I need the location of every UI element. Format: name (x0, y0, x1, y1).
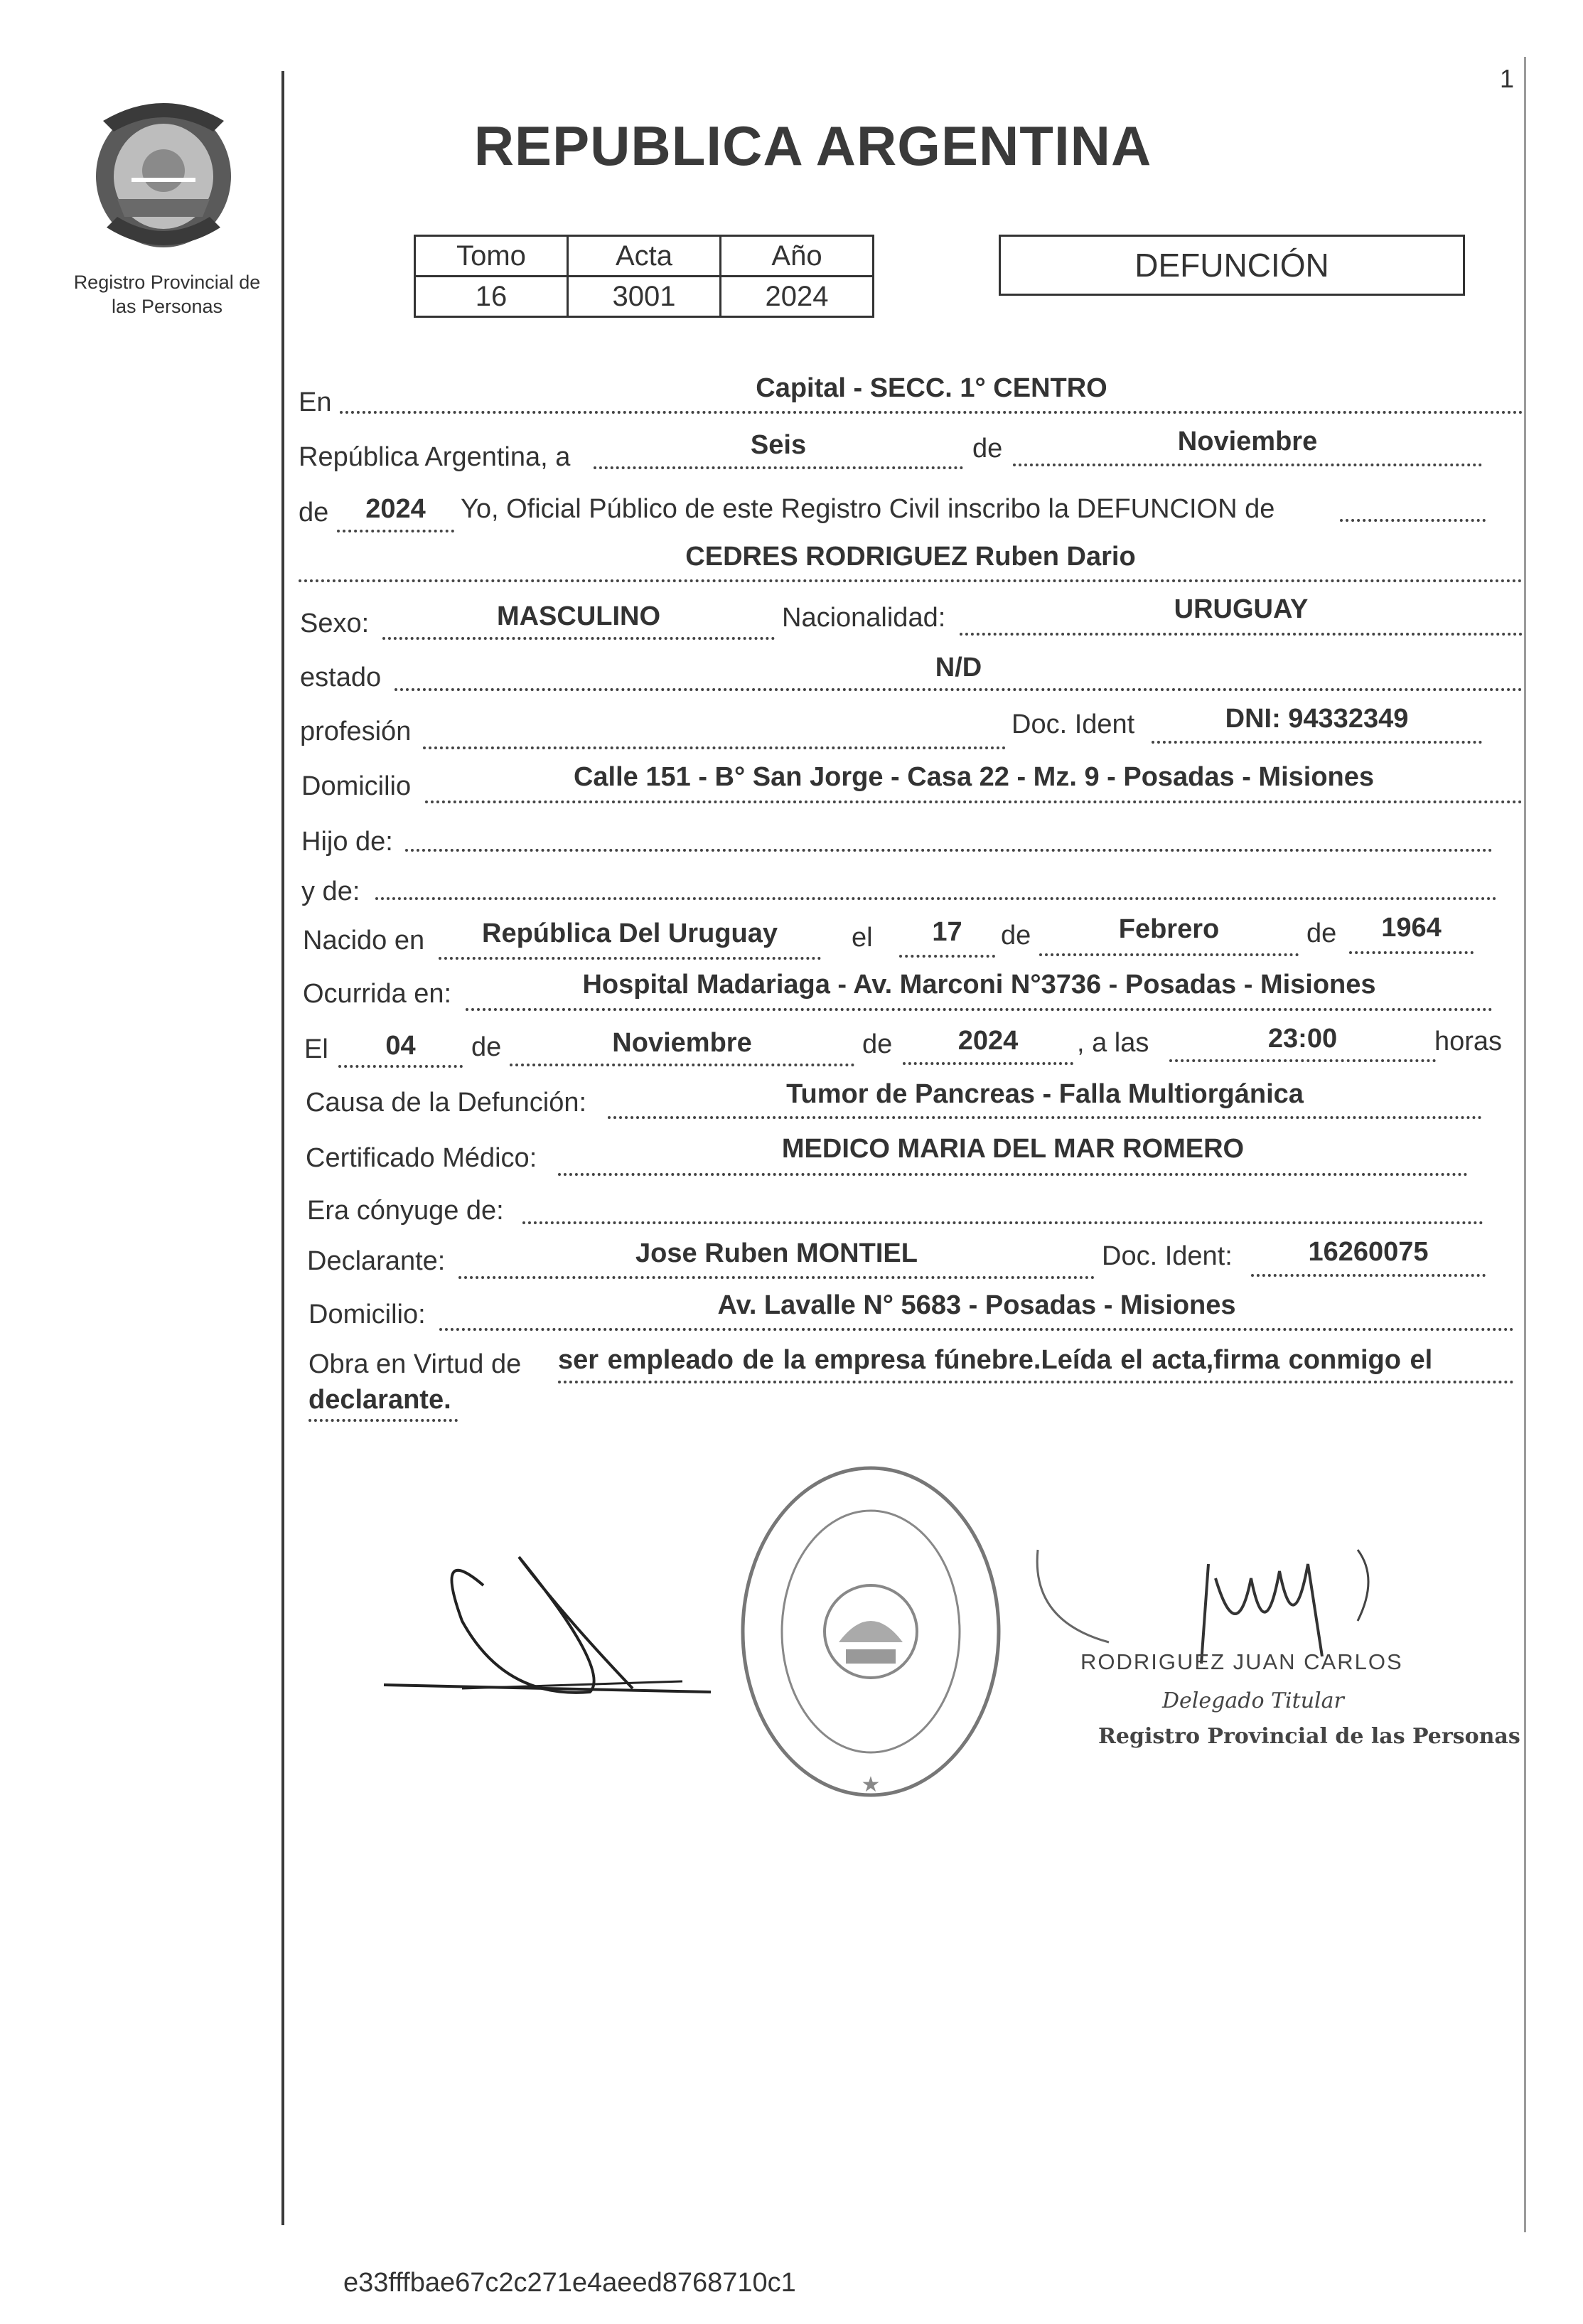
field-nombre: CEDRES RODRIGUEZ Ruben Dario (685, 542, 1136, 572)
label-nacido-en: Nacido en (303, 926, 425, 955)
field-dia: Seis (750, 430, 807, 460)
label-doc-ident-declarante: Doc. Ident: (1102, 1241, 1233, 1271)
label-domicilio: Domicilio (301, 771, 412, 801)
field-def-anio: 2024 (957, 1026, 1019, 1056)
label-de-anio: de (299, 498, 329, 528)
dotted-line (899, 955, 995, 958)
anio-value: 2024 (721, 277, 874, 317)
dotted-line (1169, 1059, 1436, 1062)
field-nac-mes: Febrero (1118, 914, 1220, 944)
field-doc: DNI: 94332349 (1225, 704, 1409, 734)
page-title: REPUBLICA ARGENTINA (473, 114, 1152, 177)
field-ocurrida-en: Hospital Madariaga - Av. Marconi N°3736 - Posadas - Misiones (582, 970, 1376, 1000)
field-declarante: Jose Ruben MONTIEL (635, 1238, 918, 1268)
table-row (415, 236, 874, 277)
tomo-header: Tomo (415, 236, 568, 277)
dotted-line (338, 1065, 463, 1068)
dotted-line (395, 688, 1523, 691)
dotted-line (594, 466, 963, 469)
label-de-def-anio: de (862, 1029, 893, 1059)
dotted-line (510, 1064, 854, 1066)
registry-line-1: Registro Provincial de (73, 272, 261, 293)
field-obra-line2: declarante. (308, 1385, 451, 1415)
dotted-line (903, 1062, 1073, 1065)
field-estado: N/D (935, 653, 982, 682)
label-nacionalidad: Nacionalidad: (782, 603, 946, 633)
dotted-line (423, 746, 1006, 749)
label-certificado: Certificado Médico: (306, 1143, 537, 1173)
registry-table (414, 235, 874, 318)
label-republica: República Argentina, a (299, 442, 571, 472)
label-el-cap: El (304, 1034, 328, 1064)
dotted-line (299, 579, 1523, 582)
dotted-line (439, 957, 821, 960)
label-profesion: profesión (300, 717, 412, 746)
dotted-line (1013, 464, 1482, 466)
dotted-line (466, 1008, 1493, 1011)
label-el: el (852, 923, 873, 953)
registry-line-2: las Personas (111, 296, 223, 317)
field-nacido-en: República Del Uruguay (482, 919, 778, 948)
dotted-line (458, 1276, 1095, 1279)
dotted-line (337, 530, 454, 532)
label-de-nac-anio: de (1306, 919, 1337, 948)
label-conyuge: Era cónyuge de: (307, 1196, 504, 1226)
dotted-line (1152, 741, 1482, 744)
label-de-nac-mes: de (1001, 921, 1031, 951)
field-anio: 2024 (365, 494, 426, 524)
field-nac-anio: 1964 (1381, 913, 1442, 943)
field-domicilio: Calle 151 - B° San Jorge - Casa 22 - Mz. 9 - Posadas - Misiones (573, 762, 1375, 792)
dotted-line (960, 633, 1523, 636)
field-certificado: MEDICO MARIA DEL MAR ROMERO (781, 1134, 1245, 1164)
document-hash: e33fffbae67c2c271e4aeed8768710c1 (343, 2268, 796, 2298)
field-nacionalidad: URUGUAY (1174, 594, 1309, 624)
field-nac-dia: 17 (932, 917, 962, 947)
label-declarante: Declarante: (307, 1246, 446, 1276)
left-margin-line (281, 71, 284, 2225)
page-number: 1 (1500, 64, 1515, 93)
tomo-value: 16 (415, 277, 568, 317)
label-y-de: y de: (301, 877, 360, 906)
label-de: de (972, 434, 1003, 464)
officer-organization: Registro Provincial de las Personas (1098, 1724, 1520, 1749)
label-de-def-mes: de (471, 1032, 502, 1062)
record-type-box: DEFUNCIÓN (999, 235, 1465, 296)
label-estado: estado (300, 663, 382, 692)
dotted-line (522, 1221, 1483, 1224)
dotted-line (308, 1419, 458, 1422)
registry-stamp-icon (732, 1457, 1009, 1806)
field-mes: Noviembre (1177, 427, 1318, 456)
label-domicilio-declarante: Domicilio: (308, 1300, 426, 1329)
label-yo-oficial: Yo, Oficial Público de este Registro Civil inscribo la DEFUNCION de (461, 494, 1275, 524)
dotted-line (558, 1381, 1514, 1383)
right-margin-line (1524, 57, 1526, 2232)
dotted-line (405, 849, 1493, 852)
table-row (415, 277, 874, 317)
label-obra: Obra en Virtud de (308, 1349, 522, 1379)
dotted-line (1039, 953, 1299, 956)
field-declarante-domicilio: Av. Lavalle N° 5683 - Posadas - Misiones (717, 1290, 1236, 1320)
dotted-line (558, 1173, 1468, 1176)
acta-header: Acta (568, 236, 721, 277)
field-def-mes: Noviembre (612, 1028, 752, 1058)
dotted-line (425, 800, 1523, 803)
declarant-signature-icon (377, 1528, 718, 1720)
field-lugar: Capital - SECC. 1° CENTRO (756, 373, 1107, 403)
dotted-line (439, 1328, 1514, 1331)
dotted-line (1340, 519, 1486, 522)
dotted-line (1251, 1274, 1486, 1277)
field-declarante-doc: 16260075 (1308, 1237, 1429, 1267)
label-sexo: Sexo: (300, 609, 370, 638)
label-a-las: , a las (1077, 1028, 1149, 1058)
label-horas: horas (1434, 1027, 1503, 1056)
label-causa: Causa de la Defunción: (306, 1088, 587, 1118)
label-doc-ident: Doc. Ident (1011, 709, 1135, 739)
acta-value: 3001 (568, 277, 721, 317)
field-causa: Tumor de Pancreas - Falla Multiorgánica (786, 1079, 1304, 1109)
dotted-line (340, 411, 1523, 414)
field-def-hora: 23:00 (1267, 1024, 1338, 1054)
svg-text:★: ★ (861, 1772, 881, 1797)
dotted-line (382, 637, 775, 640)
label-hijo-de: Hijo de: (301, 827, 393, 857)
officer-name: RODRIGUEZ JUAN CARLOS (1080, 1649, 1403, 1674)
registry-name (50, 270, 284, 318)
label-ocurrida-en: Ocurrida en: (303, 979, 452, 1009)
dotted-line (608, 1116, 1482, 1119)
field-def-dia: 04 (385, 1031, 416, 1061)
anio-header: Año (721, 236, 874, 277)
dotted-line (1349, 951, 1474, 954)
field-sexo: MASCULINO (496, 601, 661, 631)
field-obra-line1: ser empleado de la empresa fúnebre.Leída el acta,firma conmigo el (558, 1345, 1433, 1375)
officer-role: Delegado Titular (1162, 1688, 1344, 1713)
label-en: En (299, 387, 332, 417)
dotted-line (375, 897, 1497, 900)
